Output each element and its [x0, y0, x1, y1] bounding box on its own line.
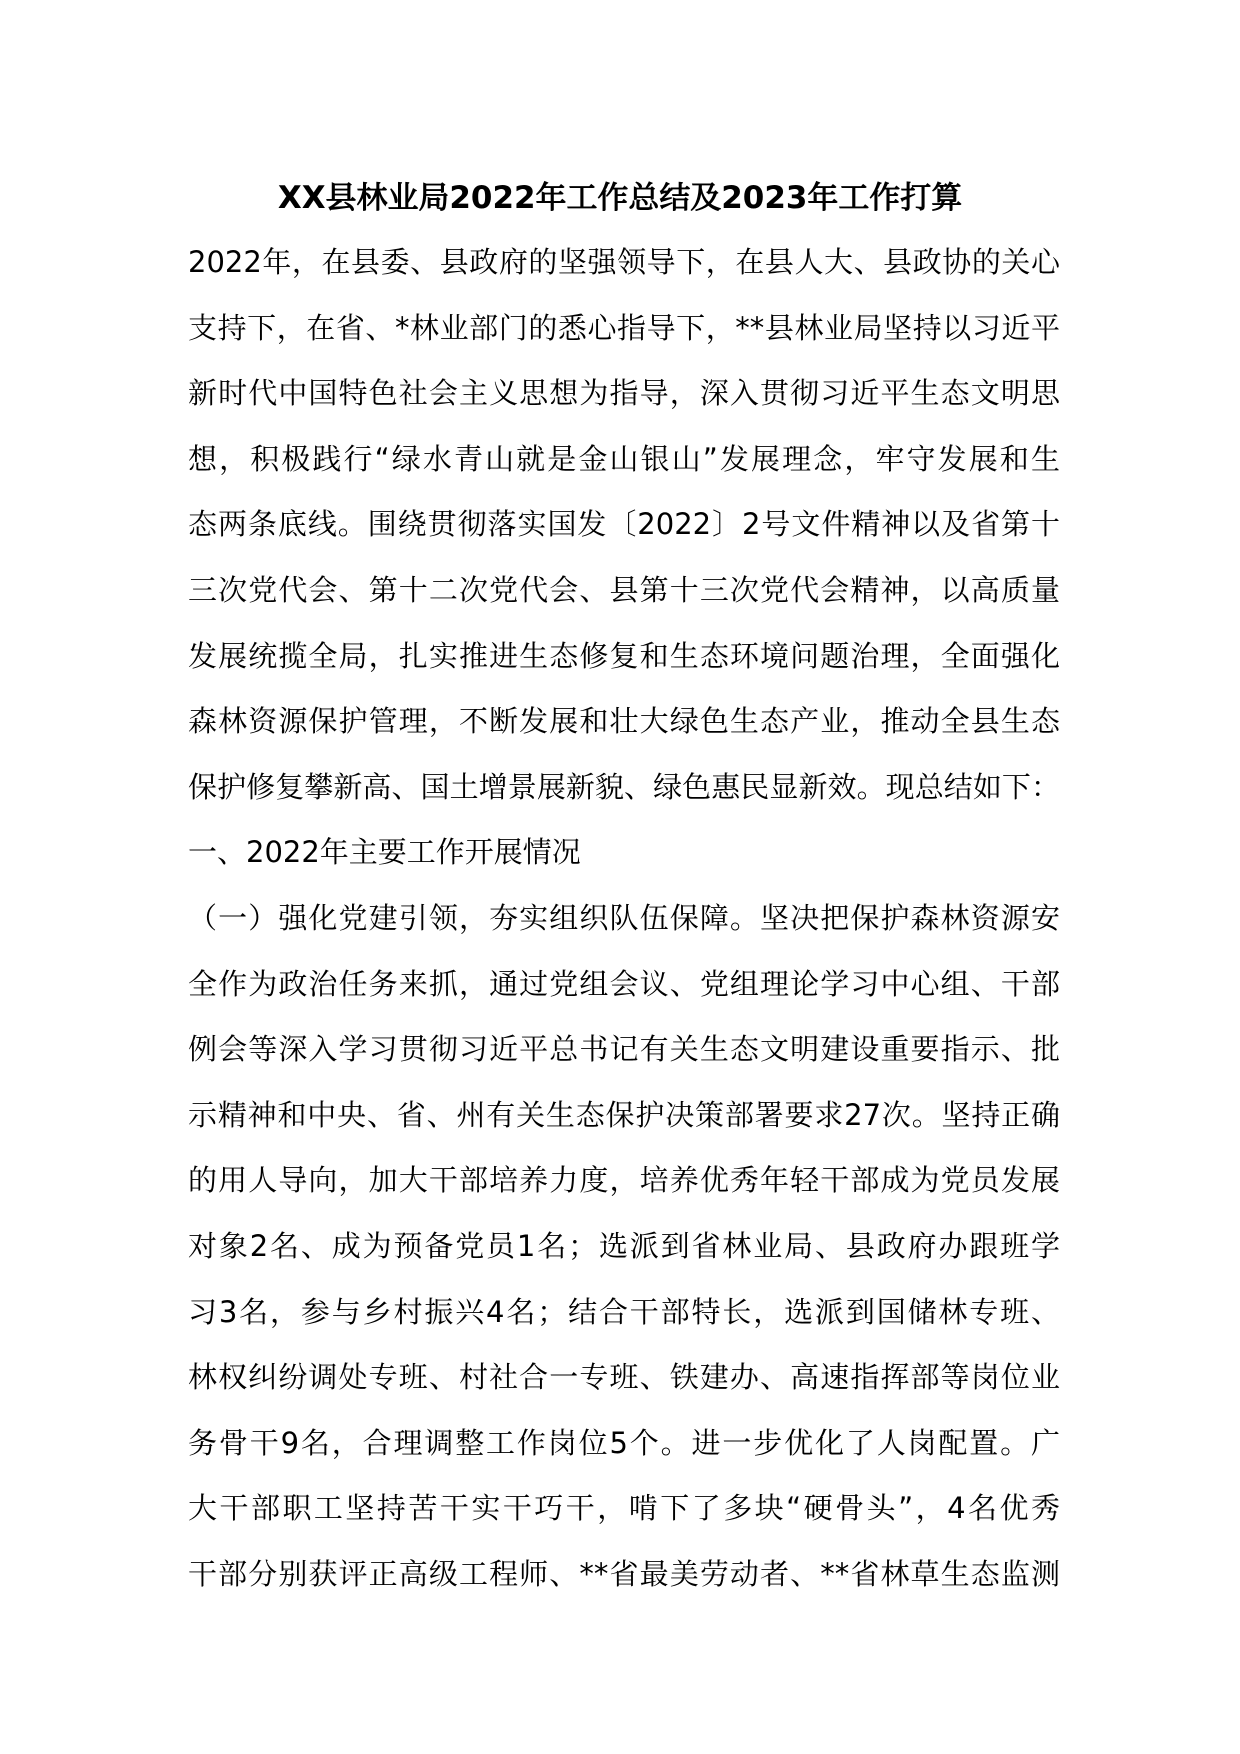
body-text-line: 干部分别获评正高级工程师、**省最美劳动者、**省林草生态监测: [188, 1556, 1060, 1591]
body-text-line: 新时代中国特色社会主义思想为指导，深入贯彻习近平生态文明思: [188, 376, 1060, 411]
body-text-line: 林权纠纷调处专班、村社合一专班、铁建办、高速指挥部等岗位业: [188, 1360, 1060, 1395]
body-text-line: 2022年，在县委、县政府的坚强领导下，在县人大、县政协的关心: [188, 245, 1060, 279]
document-title: XX县林业局2022年工作总结及2023年工作打算: [277, 180, 963, 216]
body-text-line: 对象2名、成为预备党员1名；选派到省林业局、县政府办跟班学: [188, 1228, 1060, 1263]
body-text-line: 的用人导向，加大干部培养力度，培养优秀年轻干部成为党员发展: [188, 1163, 1060, 1198]
document-body: [188, 238, 1060, 1615]
section-heading: 一、2022年主要工作开展情况: [188, 835, 581, 870]
body-text-line: 保护修复攀新高、国土增景展新貌、绿色惠民显新效。现总结如下：: [188, 769, 1060, 804]
body-text-line: 支持下，在省、*林业部门的悉心指导下，**县林业局坚持以习近平: [188, 310, 1060, 345]
body-text-line: 全作为政治任务来抓，通过党组会议、党组理论学习中心组、干部: [188, 966, 1060, 1001]
body-text-line: 大干部职工坚持苦干实干巧干，啃下了多块“硬骨头”，4名优秀: [188, 1491, 1060, 1526]
body-text-line: 三次党代会、第十二次党代会、县第十三次党代会精神，以高质量: [188, 572, 1060, 607]
body-text-line: 发展统揽全局，扎实推进生态修复和生态环境问题治理，全面强化: [188, 638, 1060, 673]
body-text-line: 态两条底线。围绕贯彻落实国发〔2022〕2号文件精神以及省第十: [188, 507, 1060, 542]
body-text-line: 示精神和中央、省、州有关生态保护决策部署要求27次。坚持正确: [188, 1097, 1060, 1132]
body-text-line: 例会等深入学习贯彻习近平总书记有关生态文明建设重要指示、批: [188, 1032, 1060, 1067]
body-text-line: 务骨干9名，合理调整工作岗位5个。进一步优化了人岗配置。广: [188, 1425, 1060, 1460]
body-text-line: 森林资源保护管理，不断发展和壮大绿色生态产业，推动全县生态: [188, 704, 1060, 739]
body-text-line: 想，积极践行“绿水青山就是金山银山”发展理念，牢守发展和生: [188, 441, 1060, 476]
body-text-line: 习3名，参与乡村振兴4名；结合干部特长，选派到国储林专班、: [188, 1294, 1060, 1329]
body-text-line: （一）强化党建引领，夯实组织队伍保障。坚决把保护森林资源安: [188, 900, 1060, 935]
